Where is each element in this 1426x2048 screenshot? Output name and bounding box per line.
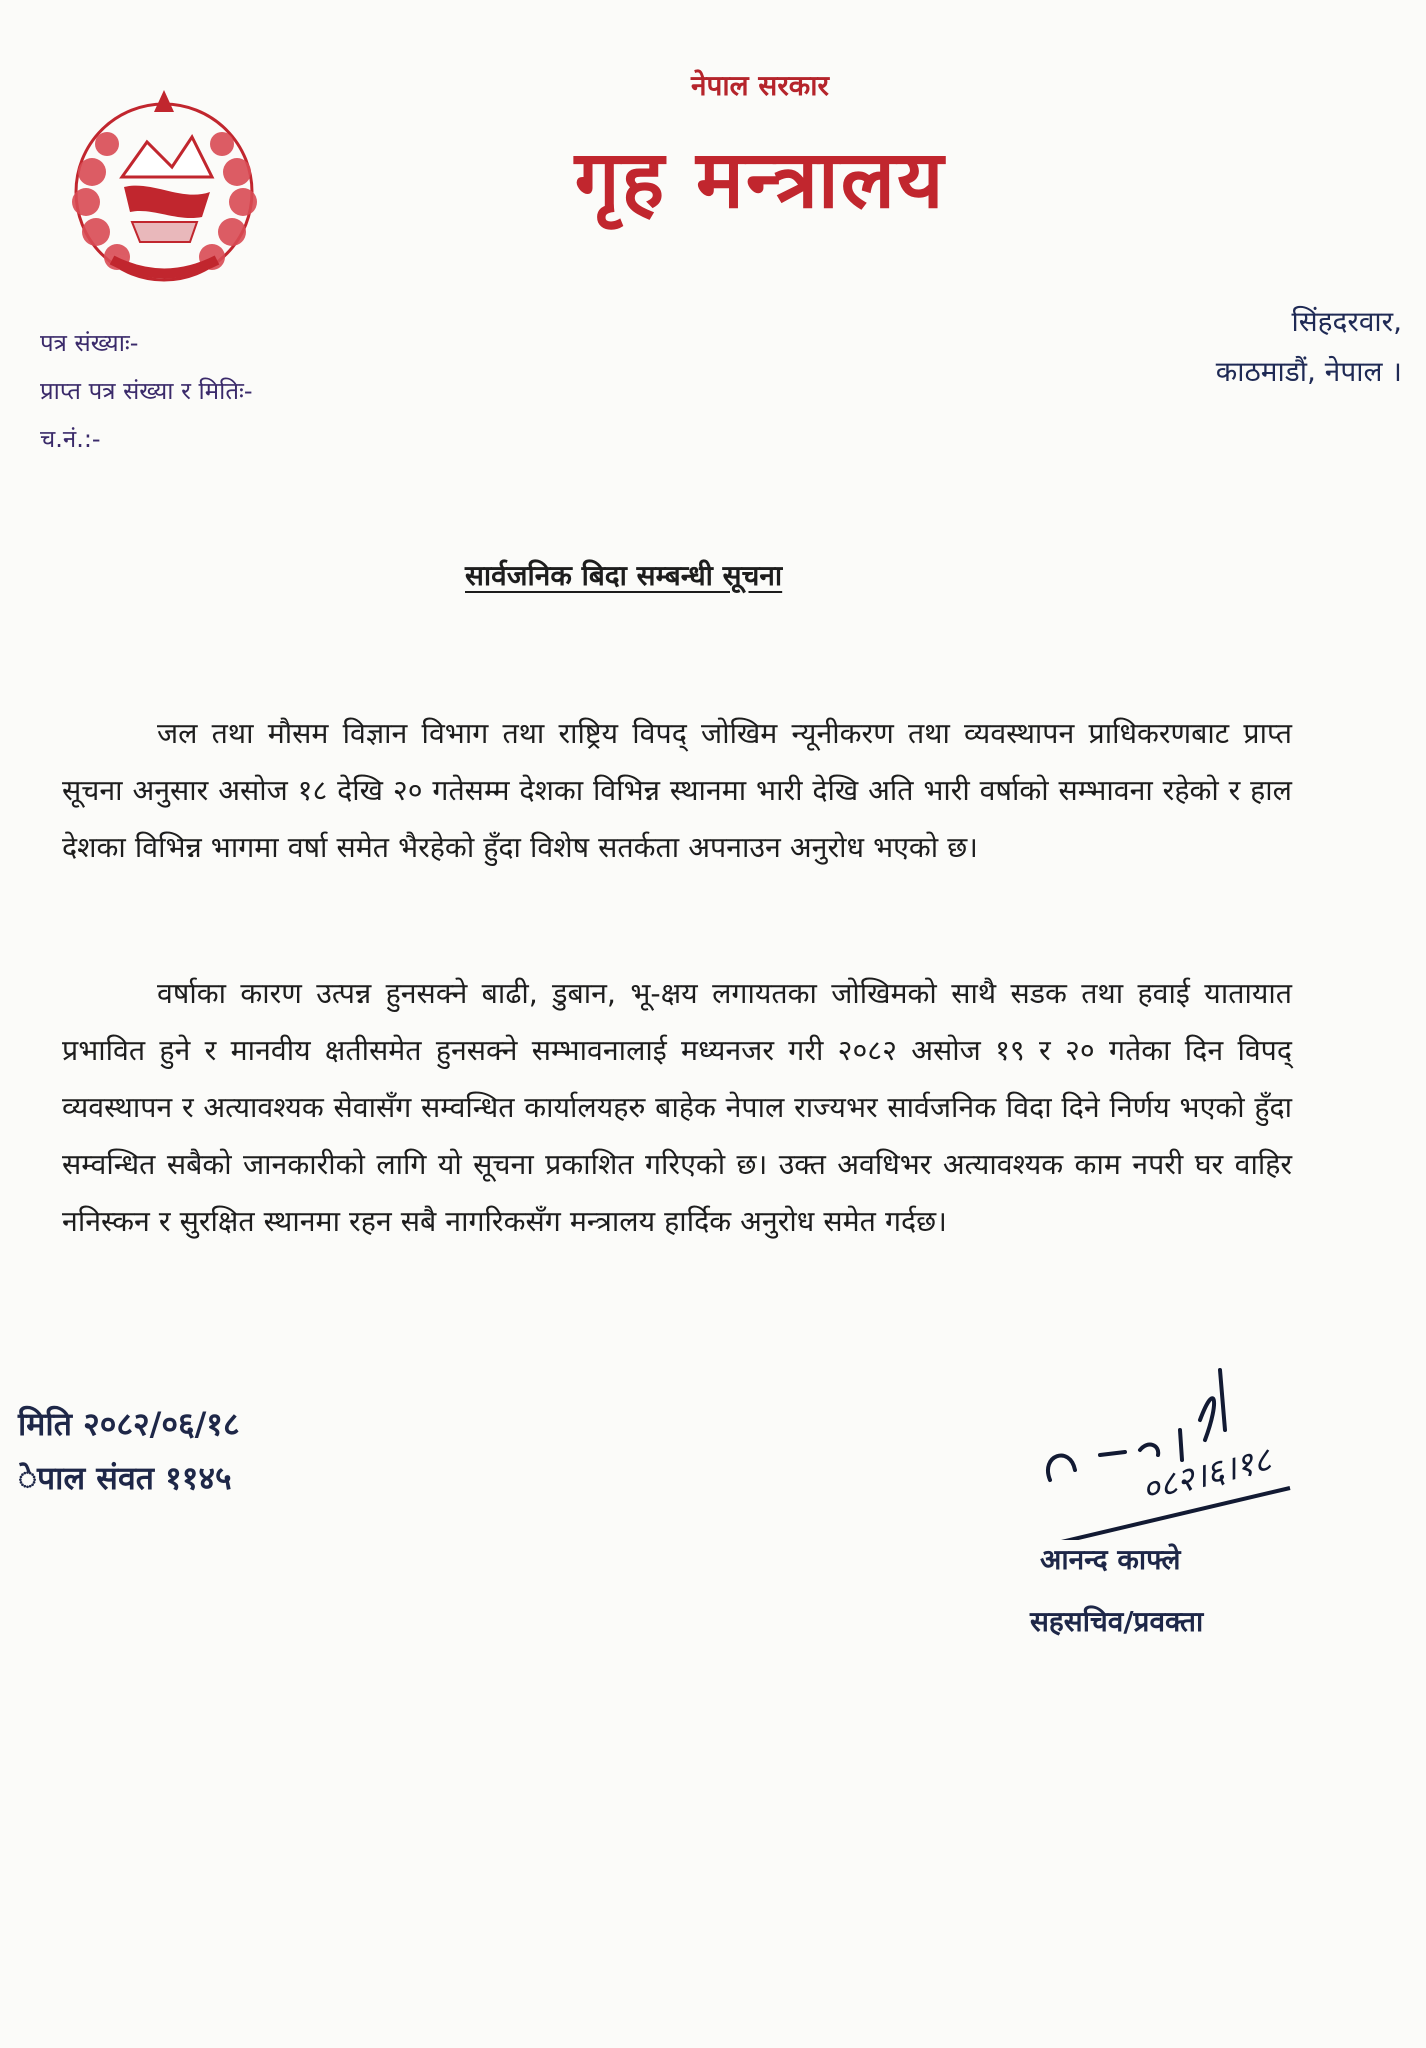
address-line-1: सिंहदरवार, (1291, 305, 1402, 338)
notice-body-2 (62, 965, 1292, 1250)
letter-number-label: पत्र संख्याः- (40, 329, 139, 357)
received-letter-label: प्राप्त पत्र संख्या र मितिः- (40, 377, 253, 405)
dispatch-number-label: च.नं.:- (40, 425, 101, 453)
ministry-title: गृह मन्त्रालय (574, 133, 946, 226)
government-label: नेपाल सरकार (690, 69, 830, 102)
nepal-sambat-date: ेपाल संवत ११४५ (18, 1459, 232, 1497)
paragraph: जल तथा मौसम विज्ञान विभाग तथा राष्ट्रिय विपद् जोखिम न्यूनीकरण तथा व्यवस्थापन प्राधिकरणबाट प्राप्त सूचना अनुसार असोज १८ देखि २० गतेसम्म देशका विभिन्न स्थानमा भारी देखि अति भारी वर्षाको सम्भावना रहेको र हाल देशका विभिन्न भागमा वर्षा समेत भैरहेको हुँदा विशेष सतर्कता अपनाउन अनुरोध भएको छ। (62, 717, 1292, 864)
nepal-government-emblem (62, 82, 267, 287)
issue-date: मिति २०८२/०६/१८ (18, 1405, 240, 1443)
signature-date: ०८२।६।१८ (1137, 1439, 1276, 1511)
signature-mark (1030, 1360, 1330, 1540)
notice-subject: सार्वजनिक बिदा सम्बन्धी सूचना (465, 559, 783, 592)
notice-body (62, 705, 1292, 876)
address-line-2: काठमाडौं, नेपाल । (1215, 355, 1402, 388)
paragraph: वर्षाका कारण उत्पन्न हुनसक्ने बाढी, डुबान, भू-क्षय लगायतका जोखिमको साथै सडक तथा हवाई यातायात प्रभावित हुने र मानवीय क्षतीसमेत हुनसक्ने सम्भावनालाई मध्यनजर गरी २०८२ असोज १९ र २० गतेका दिन विपद् व्यवस्थापन र अत्यावश्यक सेवासँग सम्वन्धित कार्यालयहरु बाहेक नेपाल राज्यभर सार्वजनिक विदा दिने निर्णय भएको हुँदा सम्वन्धित सबैको जानकारीको लागि यो सूचना प्रकाशित गरिएको छ। उक्त अवधिभर अत्यावश्यक काम नपरी घर वाहिर ननिस्कन र सुरक्षित स्थानमा रहन सबै नागरिकसँग मन्त्रालय हार्दिक अनुरोध समेत गर्दछ। (62, 977, 1292, 1238)
signatory-name: आनन्द काफ्ले (1040, 1543, 1181, 1576)
signatory-designation: सहसचिव/प्रवक्ता (1030, 1605, 1204, 1638)
